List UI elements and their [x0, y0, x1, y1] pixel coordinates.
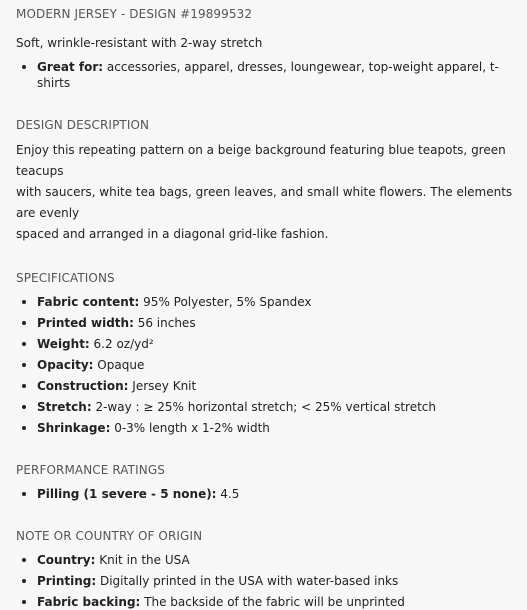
performance-list: [16, 486, 527, 502]
origin-label: Fabric backing:: [37, 595, 141, 609]
spec-label: Stretch:: [37, 400, 92, 414]
spec-item-shrinkage: [16, 420, 527, 436]
performance-value: 4.5: [216, 487, 240, 501]
spec-label: Shrinkage:: [37, 421, 111, 435]
specifications-heading: SPECIFICATIONS: [16, 271, 115, 285]
great-for-list: [16, 59, 527, 91]
design-description-heading: DESIGN DESCRIPTION: [16, 118, 150, 132]
spec-item-stretch: [16, 399, 527, 415]
spec-label: Construction:: [37, 379, 129, 393]
product-subtitle: Soft, wrinkle-resistant with 2-way stretch: [16, 36, 263, 50]
spec-value: 56 inches: [133, 316, 196, 330]
spec-value: 0-3% length x 1-2% width: [110, 421, 270, 435]
design-description-text: [16, 140, 516, 245]
spec-label: Printed width:: [37, 316, 134, 330]
great-for-label: Great for:: [37, 60, 104, 74]
origin-label: Printing:: [37, 574, 97, 588]
spec-value: 6.2 oz/yd²: [89, 337, 154, 351]
description-line: with saucers, white tea bags, green leaves, and small white flowers. The elements are evenly: [16, 185, 513, 220]
origin-value: Digitally printed in the USA with water-based inks: [96, 574, 399, 588]
description-line: spaced and arranged in a diagonal grid-like fashion.: [16, 227, 329, 241]
origin-label: Country:: [37, 553, 96, 567]
origin-heading: NOTE OR COUNTRY OF ORIGIN: [16, 529, 203, 543]
spec-item-weight: [16, 336, 527, 352]
origin-item-printing: [16, 573, 527, 589]
product-title: MODERN JERSEY - DESIGN #19899532: [16, 7, 253, 21]
spec-item-printed-width: [16, 315, 527, 331]
performance-item-pilling: [16, 486, 527, 502]
description-line: Enjoy this repeating pattern on a beige background featuring blue teapots, green teacups: [16, 143, 506, 178]
origin-value: The backside of the fabric will be unprinted: [140, 595, 405, 609]
spec-item-fabric-content: [16, 294, 527, 310]
spec-item-construction: [16, 378, 527, 394]
origin-item-fabric-backing: [16, 594, 527, 610]
spec-value: Opaque: [93, 358, 145, 372]
spec-value: 2-way : ≥ 25% horizontal stretch; < 25% vertical stretch: [91, 400, 436, 414]
spec-item-opacity: [16, 357, 527, 373]
origin-item-country: [16, 552, 527, 568]
origin-value: Knit in the USA: [95, 553, 190, 567]
origin-list: [16, 552, 527, 610]
specifications-list: [16, 294, 527, 436]
performance-ratings-heading: PERFORMANCE RATINGS: [16, 463, 165, 477]
performance-label: Pilling (1 severe - 5 none):: [37, 487, 217, 501]
spec-value: 95% Polyester, 5% Spandex: [139, 295, 312, 309]
spec-label: Weight:: [37, 337, 90, 351]
list-item: [16, 59, 527, 91]
spec-label: Opacity:: [37, 358, 94, 372]
great-for-value: accessories, apparel, dresses, loungewear, top-weight apparel, t-shirts: [37, 60, 499, 90]
spec-label: Fabric content:: [37, 295, 140, 309]
spec-value: Jersey Knit: [128, 379, 197, 393]
